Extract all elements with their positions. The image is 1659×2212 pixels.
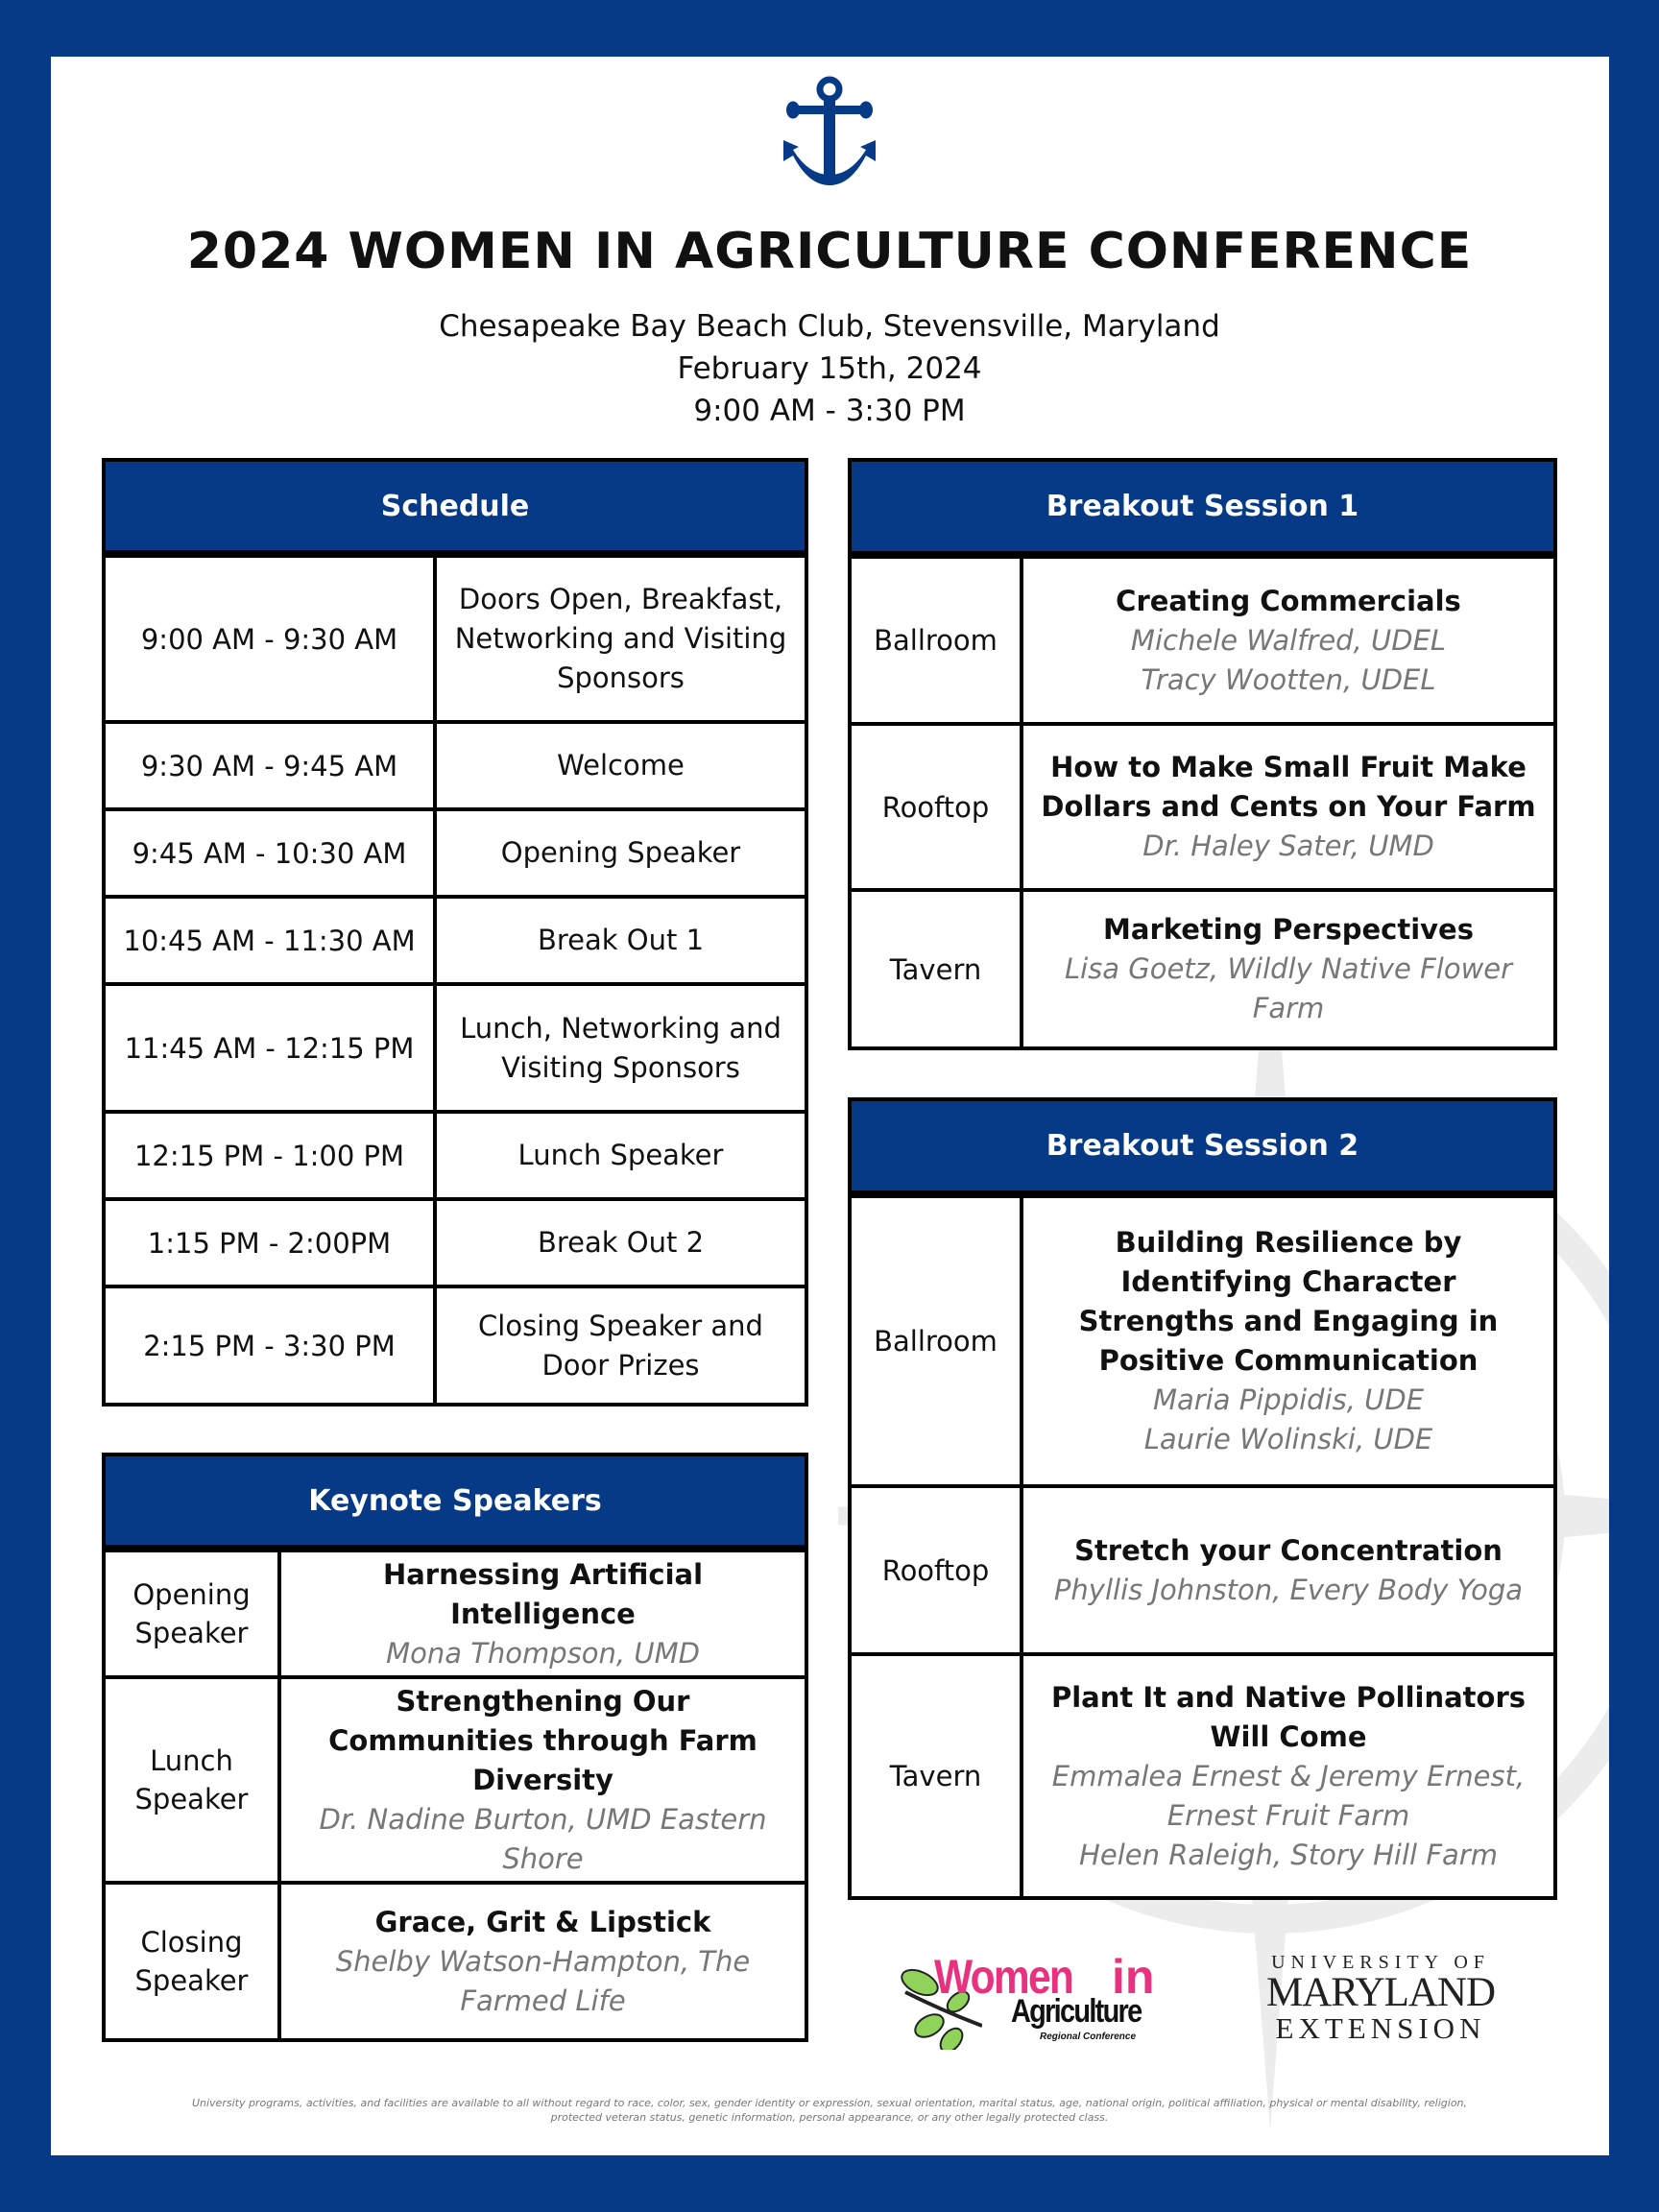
talk-title: Building Resilience by Identifying Character Strengths and Engaging in Positive Communication [1078,1226,1499,1377]
women-in-agriculture-logo [896,1949,1174,2050]
table-row [106,1285,805,1404]
room-cell: Tavern [852,892,1023,1046]
logo-text: Agriculture [1011,1993,1142,2030]
time-cell: 2:15 PM - 3:30 PM [106,1288,437,1404]
talk-cell [281,1885,805,2038]
talk-cell [281,1552,805,1675]
room-cell: Tavern [852,1656,1023,1896]
table-row [106,1549,805,1675]
table-row [106,1197,805,1285]
talk-cell [1023,726,1553,888]
speaker: Dr. Haley Sater, UMD [1142,830,1434,862]
talk-cell [1023,1656,1553,1896]
talk-cell [281,1679,805,1881]
table-row [106,807,805,895]
talk-title: Grace, Grit & Lipstick [374,1905,711,1938]
speaker: Mona Thompson, UMD [386,1636,700,1670]
table-row [106,895,805,982]
speaker: Lisa Goetz, Wildly Native Flower Farm [1064,952,1513,1024]
schedule-header: Schedule [106,462,805,554]
talk-cell [1023,1198,1553,1484]
logo-text: MARYLAND [1265,1970,1496,2015]
time-cell: 12:15 PM - 1:00 PM [106,1114,437,1197]
logo-text: in [1112,1950,1155,2004]
time-cell: 9:00 AM - 9:30 AM [106,558,437,720]
role-cell: Lunch Speaker [106,1679,281,1881]
role-cell: Opening Speaker [106,1552,281,1675]
logo-text: UNIVERSITY OF [1271,1952,1490,1973]
logo-text: Regional Conference [1040,2032,1137,2042]
role-cell: Closing Speaker [106,1885,281,2038]
footer-disclaimer-2: protected veteran status, genetic information, personal appearance, or any other legally protected class. [550,2111,1109,2124]
room-cell: Rooftop [852,726,1023,888]
event-cell: Doors Open, Breakfast, Networking and Visiting Sponsors [454,583,787,694]
talk-cell [1023,892,1553,1046]
speaker: Shelby Watson-Hampton, The Farmed Life [335,1944,751,2017]
breakout-1-header: Breakout Session 1 [852,462,1553,555]
time-cell: 10:45 AM - 11:30 AM [106,899,437,982]
event-cell: Break Out 2 [537,1226,705,1259]
event-cell: Break Out 1 [537,924,705,956]
event-date: February 15th, 2024 [677,351,982,386]
table-row [852,888,1553,1046]
schedule-table [102,458,808,1407]
speaker: Emmalea Ernest & Jeremy Ernest, Ernest Fruit Farm [1051,1759,1526,1832]
time-cell: 9:45 AM - 10:30 AM [106,811,437,895]
table-row [106,1110,805,1197]
table-row [852,555,1553,722]
table-row [852,1652,1553,1896]
event-cell: Lunch, Networking and Visiting Sponsors [460,1011,781,1084]
table-row [106,1881,805,2038]
talk-title: How to Make Small Fruit Make Dollars and Cents on Your Farm [1041,751,1536,823]
table-row [852,1194,1553,1484]
time-cell: 1:15 PM - 2:00PM [106,1201,437,1285]
talk-title: Stretch your Concentration [1074,1533,1503,1567]
event-cell: Opening Speaker [500,836,741,869]
logo-text: Women [934,1950,1073,2004]
event-time: 9:00 AM - 3:30 PM [693,394,966,428]
time-cell: 11:45 AM - 12:15 PM [106,986,437,1110]
talk-cell [1023,559,1553,722]
speaker: Michele Walfred, UDEL [1130,623,1447,657]
room-cell: Ballroom [852,559,1023,722]
speaker: Helen Raleigh, Story Hill Farm [1079,1838,1498,1871]
logo-text: EXTENSION [1275,2011,1486,2045]
speaker: Phyllis Johnston, Every Body Yoga [1053,1573,1524,1606]
talk-title: Creating Commercials [1116,584,1461,617]
talk-cell [1023,1488,1553,1652]
talk-title: Harnessing Artificial Intelligence [382,1557,704,1630]
footer-disclaimer-1: University programs, activities, and facilities are available to all without regard to race, color, sex, gender identity or expression, sexual orientation, marital status, age, national origin, political affiliation, physical or mental disability, religion, [191,2097,1468,2109]
talk-title: Plant It and Native Pollinators Will Come [1050,1680,1527,1753]
table-row [106,554,805,720]
speaker: Tracy Wootten, UDEL [1141,662,1436,696]
table-row [852,1484,1553,1652]
breakout-2-table [848,1097,1557,1900]
event-cell: Lunch Speaker [517,1139,724,1171]
table-row [852,722,1553,888]
room-cell: Rooftop [852,1488,1023,1652]
page-title: 2024 WOMEN IN AGRICULTURE CONFERENCE [186,223,1473,280]
room-cell: Ballroom [852,1198,1023,1484]
talk-title: Strengthening Our Communities through Farm Diversity [328,1684,757,1796]
event-cell: Welcome [557,749,685,781]
breakout-2-header: Breakout Session 2 [852,1101,1553,1194]
breakout-1-table [848,458,1557,1050]
table-row [106,1675,805,1881]
table-row [106,720,805,807]
speaker: Laurie Wolinski, UDE [1143,1423,1433,1455]
keynote-table [102,1453,808,2042]
umd-extension-logo [1252,1953,1509,2043]
time-cell: 9:30 AM - 9:45 AM [106,724,437,807]
venue: Chesapeake Bay Beach Club, Stevensville, Maryland [439,309,1220,344]
speaker: Dr. Nadine Burton, UMD Eastern Shore [319,1802,767,1875]
table-row [106,982,805,1110]
keynote-header: Keynote Speakers [106,1456,805,1549]
speaker: Maria Pippidis, UDE [1152,1383,1425,1416]
talk-title: Marketing Perspectives [1103,913,1474,946]
anchor-icon [780,75,879,190]
event-cell: Closing Speaker and Door Prizes [478,1310,763,1382]
